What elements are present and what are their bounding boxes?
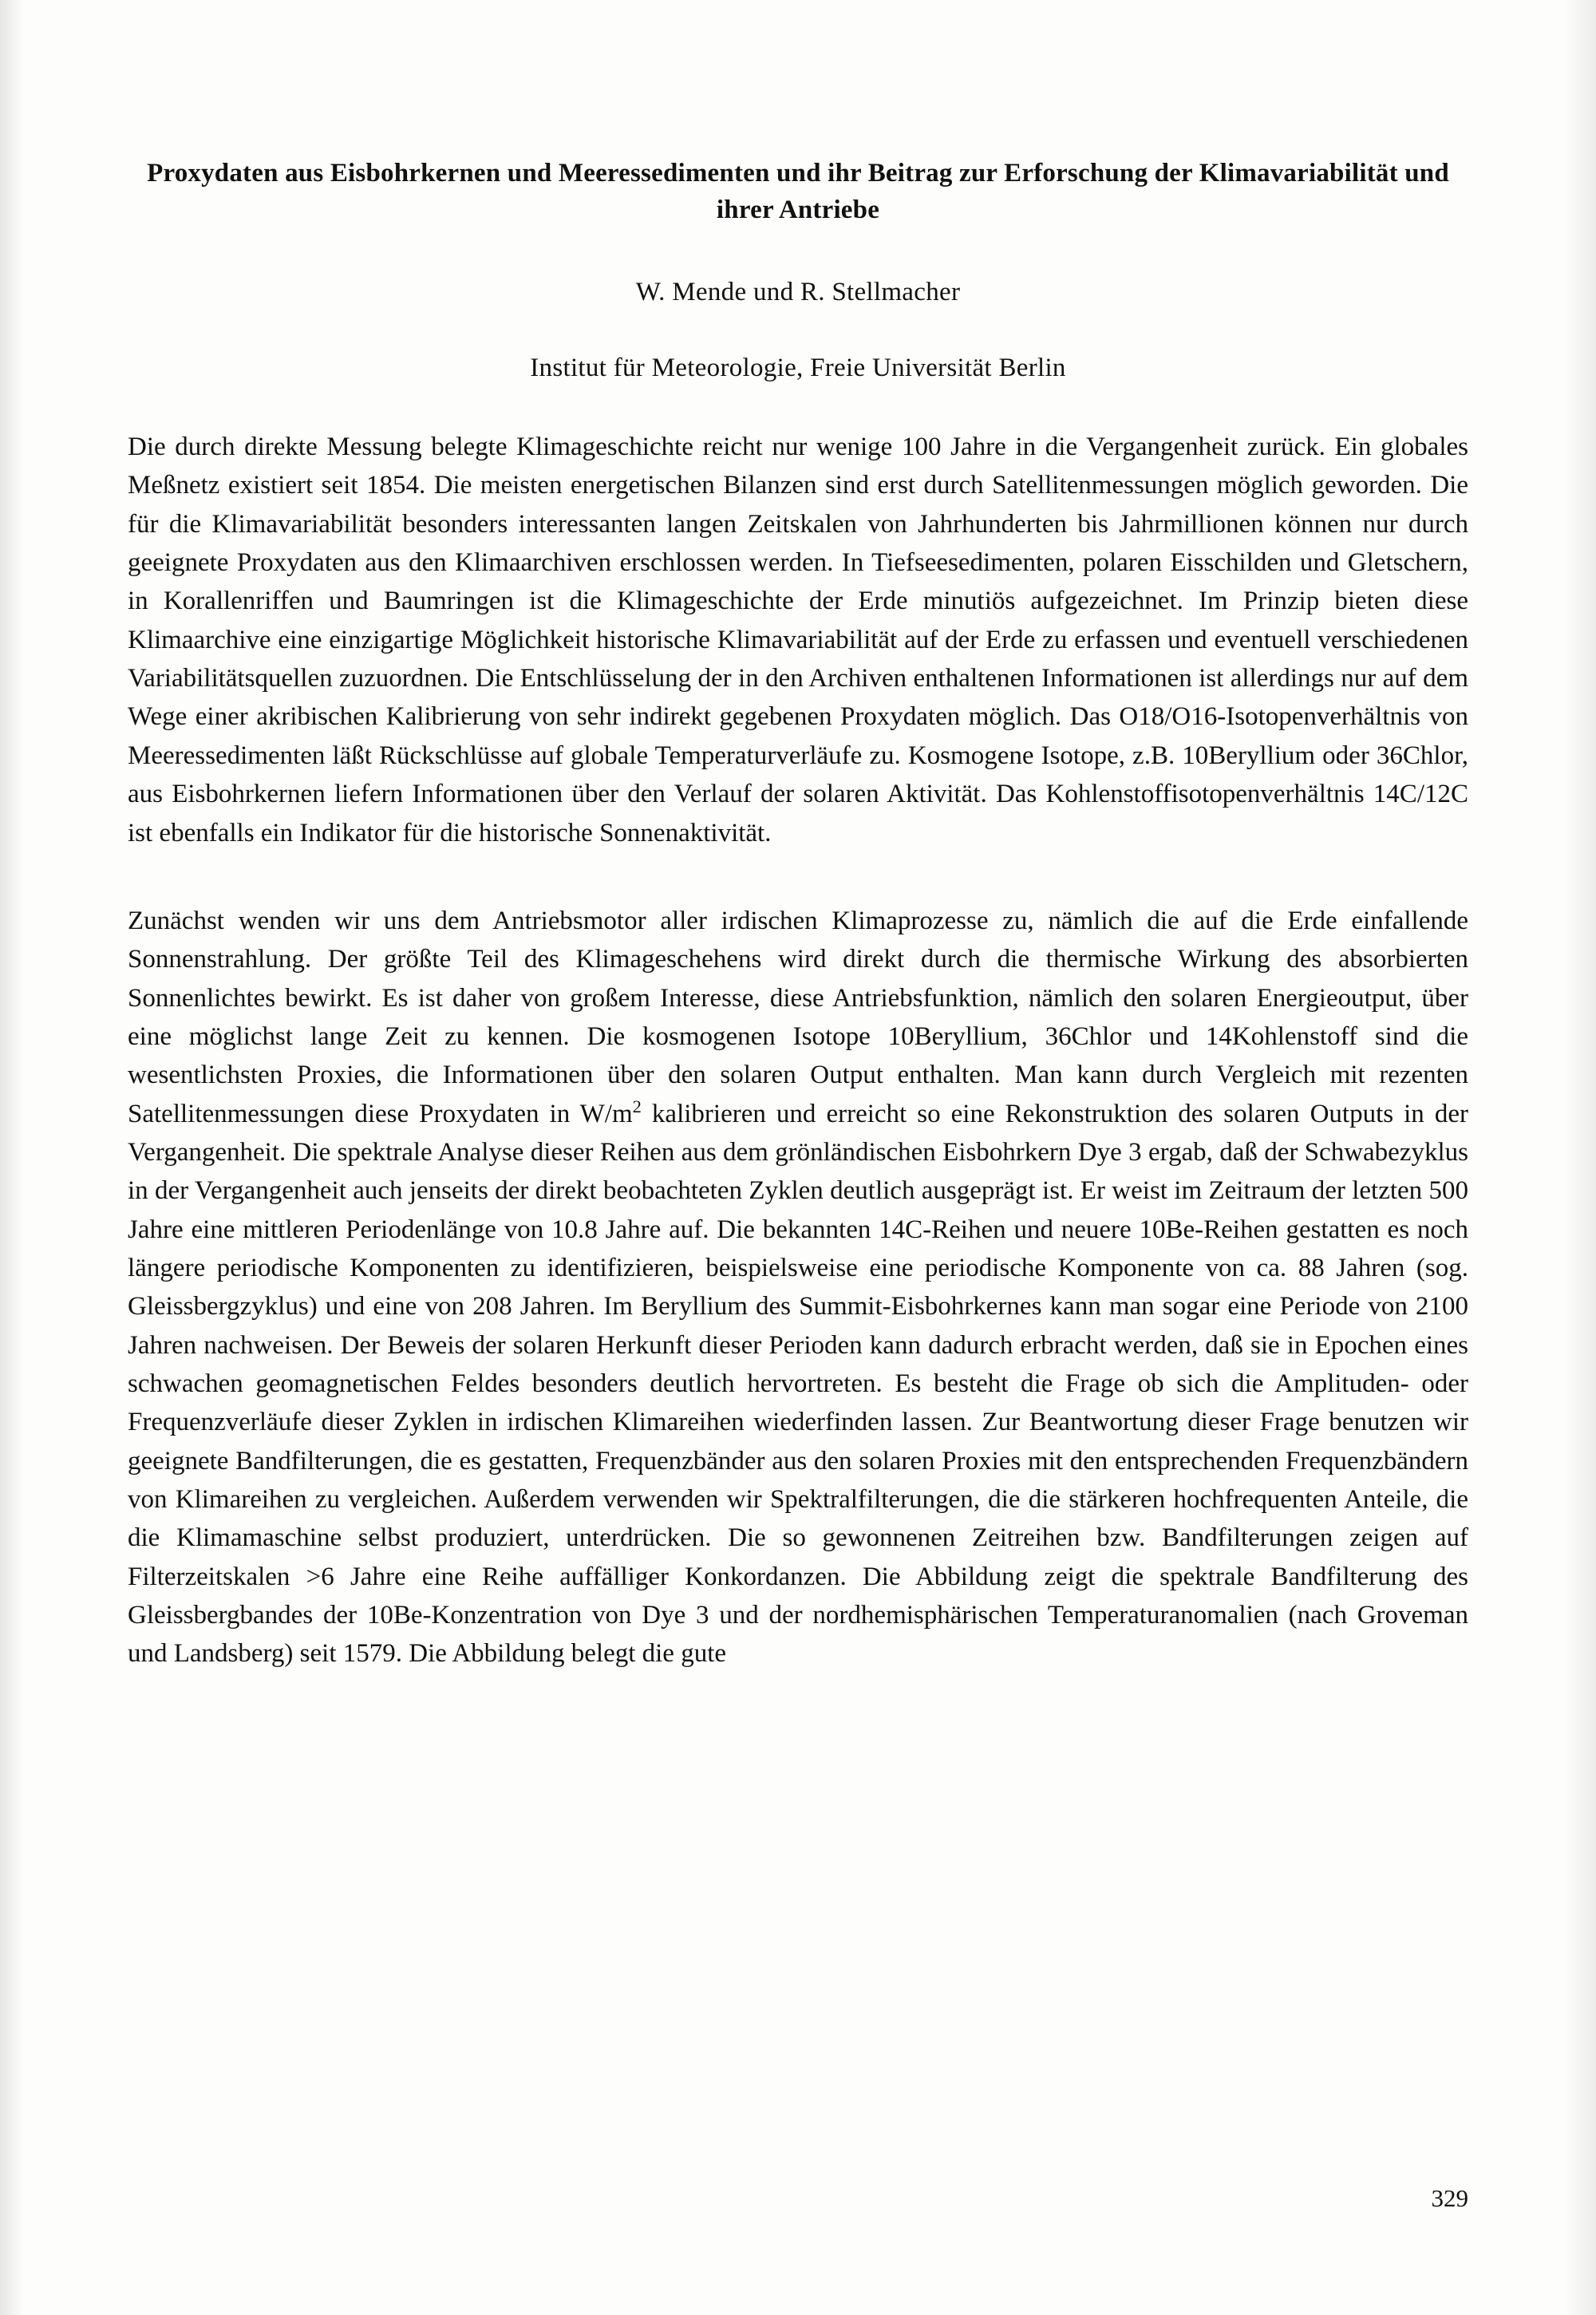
page-content (128, 156, 1468, 1700)
paragraph-2-superscript: 2 (632, 1096, 642, 1116)
body-paragraph-2 (128, 902, 1468, 1673)
paragraph-2-text-part-2: kalibrieren und erreicht so eine Rekonstruktion des solaren Outputs in der Vergangenheit. Die spektrale Analyse dieser Reihen aus dem grönländischen Eisbohrkern Dye 3 ergab, daß der Schwabezyklus in der Vergangenheit auch jenseits der direkt beobachteten Zyklen deutlich ausgeprägt ist. Er weist im Zeitraum der letzten 500 Jahre eine mittleren Periodenlänge von 10.8 Jahre auf. Die bekannten 14C-Reihen und neuere 10Be-Reihen gestatten es noch längere periodische Komponenten zu identifizieren, beispielsweise eine periodische Komponente von ca. 88 Jahren (sog. Gleissbergzyklus) und eine von 208 Jahren. Im Beryllium des Summit-Eisbohrkernes kann man sogar eine Periode von 2100 Jahren nachweisen. Der Beweis der solaren Herkunft dieser Perioden kann dadurch erbracht werden, daß sie in Epochen eines schwachen geomagnetischen Feldes besonders deutlich hervortreten. Es besteht die Frage ob sich die Amplituden- oder Frequenzverläufe dieser Zyklen in irdischen Klimareihen wiederfinden lassen. Zur Beantwortung dieser Frage benutzen wir geeignete Bandfilterungen, die es gestatten, Frequenzbänder aus den solaren Proxies mit den entsprechenden Frequenzbändern von Klimareihen zu vergleichen. Außerdem verwenden wir Spektralfilterungen, die die stärkeren hochfrequenten Anteile, die die Klimamaschine selbst produziert, unterdrücken. Die so gewonnenen Zeitreihen bzw. Bandfilterungen zeigen auf Filterzeitskalen >6 Jahre eine Reihe auffälliger Konkordanzen. Die Abbildung zeigt die spektrale Bandfilterung des Gleissbergbandes der 10Be-Konzentration von Dye 3 und der nordhemisphärischen Temperaturanomalien (nach Groveman und Landsberg) seit 1579. Die Abbildung belegt die gute (128, 1099, 1468, 1669)
body-paragraph-1: Die durch direkte Messung belegte Klimageschichte reicht nur wenige 100 Jahre in die Vergangenheit zurück. Ein globales Meßnetz existiert seit 1854. Die meisten energetischen Bilanzen sind erst durch Satellitenmessungen möglich geworden. Die für die Klimavariabilität besonders interessanten langen Zeitskalen von Jahrhunderten bis Jahrmillionen können nur durch geeignete Proxydaten aus den Klimaarchiven erschlossen werden. In Tiefseesedimenten, polaren Eisschilden und Gletschern, in Korallenriffen und Baumringen ist die Klimageschichte der Erde minutiös aufgezeichnet. Im Prinzip bieten diese Klimaarchive eine einzigartige Möglichkeit historische Klimavariabilität auf der Erde zu erfassen und eventuell verschiedenen Variabilitätsquellen zuzuordnen. Die Entschlüsselung der in den Archiven enthaltenen Informationen ist allerdings nur auf dem Wege einer akribischen Kalibrierung von sehr indirekt gegebenen Proxydaten möglich. Das O18/O16-Isotopenverhältnis von Meeressedimenten läßt Rückschlüsse auf globale Temperaturverläufe zu. Kosmogene Isotope, z.B. 10Beryllium oder 36Chlor, aus Eisbohrkernen liefern Informationen über den Verlauf der solaren Aktivität. Das Kohlenstoffisotopenverhältnis 14C/12C ist ebenfalls ein Indikator für die historische Sonnenaktivität. (128, 433, 1468, 847)
page-number: 329 (1431, 2184, 1468, 2212)
paragraph-2-text-part-1: Zunächst wenden wir uns dem Antriebsmotor aller irdischen Klimaprozesse zu, nämlich die auf die Erde einfallende Sonnenstrahlung. Der größte Teil des Klimageschehens wird direkt durch die thermische Wirkung des absorbierten Sonnenlichtes bewirkt. Es ist daher von großem Interesse, diese Antriebsfunktion, nämlich den solaren Energieoutput, über eine möglichst lange Zeit zu kennen. Die kosmogenen Isotope 10Beryllium, 36Chlor und 14Kohlenstoff sind die wesentlichsten Proxies, die Informationen über den solaren Output enthalten. Man kann durch Vergleich mit rezenten Satellitenmessungen diese Proxydaten in W/m (128, 906, 1468, 1128)
page-title: Proxydaten aus Eisbohrkernen und Meeressedimenten und ihr Beitrag zur Erforschung der Klimavariabilität und ihrer Antriebe (147, 159, 1449, 224)
authors-line: W. Mende und R. Stellmacher (635, 278, 961, 307)
affiliation-line: Institut für Meteorologie, Freie Universität Berlin (530, 354, 1066, 383)
